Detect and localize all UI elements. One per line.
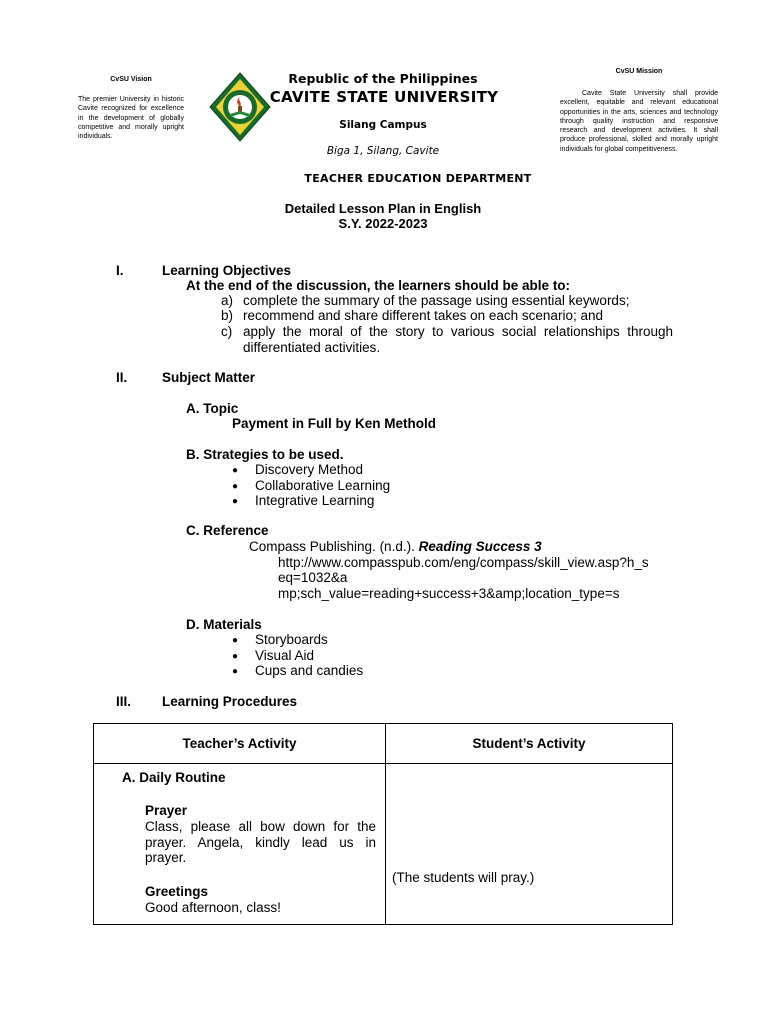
reference-citation <box>249 539 542 555</box>
objective-item: apply the moral of the story to various social relationships through differentiated activities. <box>243 324 673 355</box>
prayer-text: Class, please all bow down for the prayer. Angela, kindly lead us in prayer. <box>145 819 376 865</box>
procedures-table <box>93 723 673 925</box>
materials-label: D. Materials <box>186 617 262 632</box>
strategy-item: ● Integrative Learning <box>255 493 374 509</box>
student-activity-header: Student’s Activity <box>386 724 673 764</box>
republic-heading: Republic of the Philippines <box>288 71 478 86</box>
material-item: ● Storyboards <box>255 632 328 648</box>
topic-label: A. Topic <box>186 401 239 416</box>
objectives-heading: Learning Objectives <box>162 263 292 278</box>
campus-name: Silang Campus <box>339 119 427 131</box>
section-numeral: III. <box>116 694 132 709</box>
reference-label: C. Reference <box>186 523 269 538</box>
section-numeral: I. <box>116 263 124 278</box>
prayer-label: Prayer <box>145 803 188 818</box>
student-activity-cell <box>386 764 673 925</box>
topic-text: Payment in Full by Ken Methold <box>232 416 437 431</box>
reference-url: mp;sch_value=reading+success+3&amp;location_type=s <box>278 586 620 601</box>
teacher-activity-header: Teacher’s Activity <box>94 724 386 764</box>
objectives-intro: At the end of the discussion, the learners should be able to: <box>186 278 571 293</box>
subject-matter-heading: Subject Matter <box>162 370 256 385</box>
department-name: TEACHER EDUCATION DEPARTMENT <box>304 172 532 185</box>
university-name: CAVITE STATE UNIVERSITY <box>269 88 499 106</box>
vision-title: CvSU Vision <box>110 76 152 83</box>
vision-text: The premier University in historic Cavite recognized for excellence in the development of globally competitive and morally upright individuals. <box>78 96 184 141</box>
reference-text: Compass Publishing. (n.d.). <box>249 539 419 554</box>
objective-item: complete the summary of the passage using essential keywords; <box>243 293 630 308</box>
mission-title: CvSU Mission <box>615 68 663 75</box>
reference-url: eq=1032&a <box>278 570 348 585</box>
objective-item: recommend and share different takes on each scenario; and <box>243 308 603 323</box>
strategy-item: ● Collaborative Learning <box>255 478 390 494</box>
reference-title: Reading Success 3 <box>418 539 542 554</box>
reference-url: http://www.compasspub.com/eng/compass/skill_view.asp?h_s <box>278 555 649 570</box>
student-response: (The students will pray.) <box>392 870 535 885</box>
strategy-item: ● Discovery Method <box>255 462 363 478</box>
material-item: ● Visual Aid <box>255 648 314 664</box>
objective-letter: a) <box>221 293 234 308</box>
mission-text: Cavite State University shall provide excellent, equitable and relevant educational opportunities in the arts, sciences and technology through quality instruction and responsive research and development activities. It shall produce professional, skilled and morally upright individuals for global competitiveness. <box>560 90 718 153</box>
lesson-plan-title: Detailed Lesson Plan in English <box>284 201 482 216</box>
procedures-heading: Learning Procedures <box>162 694 298 709</box>
strategies-label: B. Strategies to be used. <box>186 447 344 462</box>
section-numeral: II. <box>116 370 128 385</box>
greetings-text: Good afternoon, class! <box>145 900 281 915</box>
objective-letter: b) <box>221 308 234 323</box>
campus-address: Biga 1, Silang, Cavite <box>326 145 440 157</box>
material-item: ● Cups and candies <box>255 663 363 679</box>
greetings-label: Greetings <box>145 884 209 899</box>
teacher-activity-cell <box>94 764 386 925</box>
daily-routine-label: A. Daily Routine <box>122 770 226 785</box>
school-year: S.Y. 2022-2023 <box>338 216 428 231</box>
objective-letter: c) <box>221 324 233 339</box>
